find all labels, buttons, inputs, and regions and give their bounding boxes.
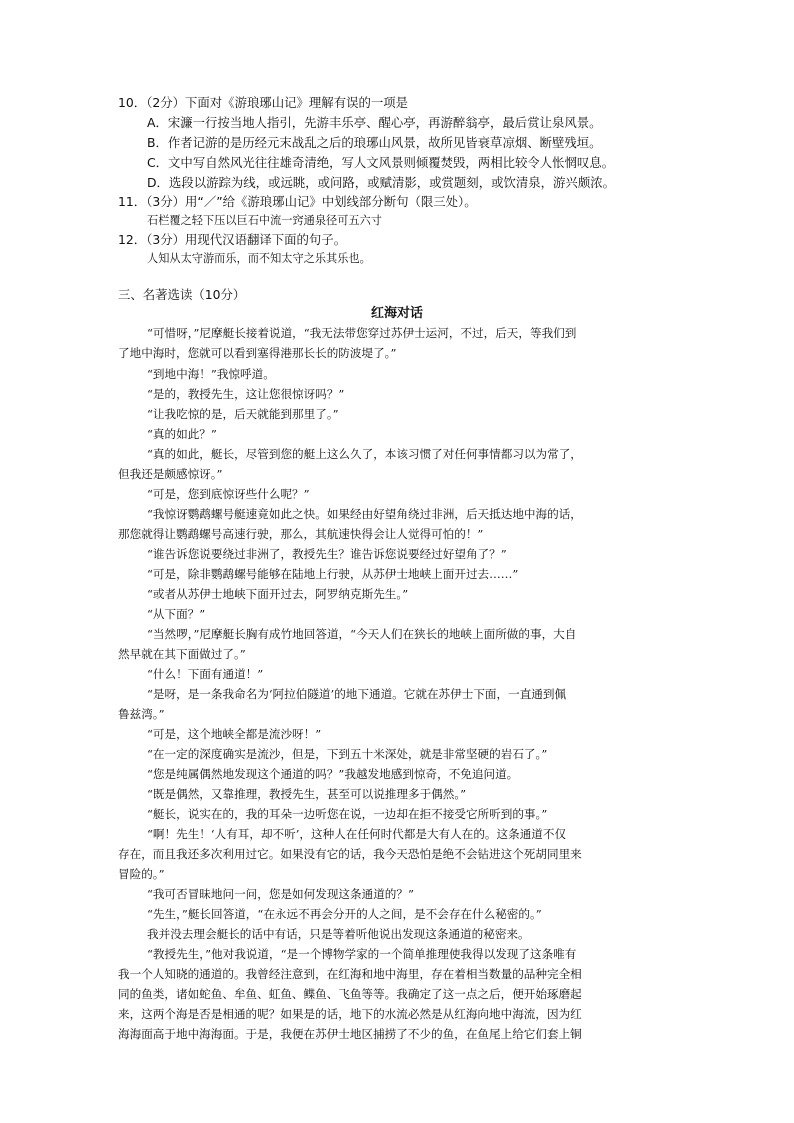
question-12-stem: 12．（3分）用现代汉语翻译下面的句子。 — [118, 232, 347, 247]
passage-line: “或者从苏伊士地峡下面开过去，阿罗纳克斯先生。” — [147, 587, 409, 601]
passage-line: 了地中海时，您就可以看到塞得港那长长的防波堤了。” — [118, 346, 397, 360]
question-10-stem: 10．（2分）下面对《游琅琊山记》理解有误的一项是 — [118, 95, 409, 110]
passage-line: “我惊讶鹦鹉螺号艇速竟如此之快。如果经由好望角绕过非洲，后天抵达地中海的话， — [147, 507, 582, 521]
passage-line: “可是，这个地峡全都是流沙呀！” — [147, 727, 322, 741]
passage-line: “您是纯属偶然地发现这个通道的吗？”我越发地感到惊奇，不免追问道。 — [147, 767, 519, 781]
question-11-stem: 11．（3分）用“／”给《游琅琊山记》中划线部分断句（限三处）。 — [118, 194, 477, 209]
passage-line: “是的，教授先生，这让您很惊讶吗？” — [147, 387, 345, 401]
passage-line: “到地中海！”我惊呼道。 — [147, 367, 275, 381]
passage-line: “先生，”艇长回答道，“在永远不再会分开的人之间，是不会存在什么秘密的。” — [147, 907, 542, 921]
question-12-text: 人知从太守游而乐，而不知太守之乐其乐也。 — [147, 252, 371, 265]
passage-line: 鲁兹湾。” — [118, 707, 165, 721]
passage-line: 那您就得让鹦鹉螺号高速行驶，那么，其航速快得会让人觉得可怕的！” — [118, 527, 484, 541]
section-heading: 三、名著选读（10分） — [118, 287, 246, 302]
passage-line: 海海面高于地中海海面。于是，我便在苏伊士地区捕捞了不少的鱼，在鱼尾上给它们套上铜 — [118, 1027, 582, 1041]
passage-line: 然早就在其下面做过了。” — [118, 647, 246, 661]
question-10-option-d: D．选段以游踪为线，或远眺，或问路，或赋清影，或赏题刻，或饮清泉，游兴颇浓。 — [147, 175, 615, 190]
passage-line: “啊！先生！‘人有耳，却不听’，这种人在任何时代都是大有人在的。这条通道不仅 — [147, 827, 567, 841]
passage-line: “是呀，是一条我命名为‘阿拉伯隧道’的地下通道。它就在苏伊士下面，一直通到佩 — [147, 687, 567, 701]
question-11-text: 石栏覆之轻下压以巨石中流一窍通泉径可五六寸 — [147, 214, 382, 227]
passage-line: “教授先生，”他对我说道，“是一个博物学家的一个简单推理使我得以发现了这条唯有 — [147, 947, 577, 961]
passage-line: 冒险的。” — [118, 867, 165, 881]
question-10-option-a: A．宋濂一行按当地人指引，先游丰乐亭、醒心亭，再游醉翁亭，最后赏让泉风景。 — [147, 115, 602, 130]
passage-line: “在一定的深度确实是流沙，但是，下到五十米深处，就是非常坚硬的岩石了。” — [147, 747, 548, 761]
passage-line: “从下面？” — [147, 607, 206, 621]
question-10-option-b: B．作者记游的是历经元末战乱之后的琅琊山风景，故所见皆衰草凉烟、断壁残垣。 — [147, 135, 602, 150]
passage-line: “可惜呀，”尼摩艇长接着说道，“我无法带您穿过苏伊士运河，不过，后天，等我们到 — [147, 326, 577, 340]
passage-line: “可是，除非鹦鹉螺号能够在陆地上行驶，从苏伊士地峡上面开过去……” — [147, 567, 519, 581]
passage-line: “艇长，说实在的，我的耳朵一边听您在说，一边却在拒不接受它所听到的事。” — [147, 807, 548, 821]
passage-line: 但我还是颇感惊讶。” — [118, 467, 223, 481]
passage-line: 我一个人知晓的通道的。我曾经注意到，在红海和地中海里，存在着相当数量的品种完全相 — [118, 967, 582, 981]
passage-line: “让我吃惊的是，后天就能到那里了。” — [147, 407, 339, 421]
passage-line: 同的鱼类，诸如蛇鱼、牟鱼、虹鱼、鲽鱼、飞鱼等等。我确定了这一点之后，便开始琢磨起 — [118, 987, 582, 1001]
passage-line: “当然啰，”尼摩艇长胸有成竹地回答道，“今天人们在狭长的地峡上面所做的事，大自 — [147, 627, 577, 641]
passage-line: “什么！下面有通道！” — [147, 667, 264, 681]
passage-line: “真的如此？” — [147, 427, 217, 441]
passage-line: “既是偶然，又靠推理，教授先生，甚至可以说推理多于偶然。” — [147, 787, 467, 801]
passage-line: “可是，您到底惊讶些什么呢？” — [147, 487, 310, 501]
passage-line: 来，这两个海是否是相通的呢？如果是的话，地下的水流必然是从红海向地中海流，因为红 — [118, 1007, 582, 1021]
passage-line: 存在，而且我还多次利用过它。如果没有它的话，我今天恐怕是绝不会钻进这个死胡同里来 — [118, 847, 582, 861]
passage-line: “我可否冒昧地问一问，您是如何发现这条通道的？” — [147, 887, 414, 901]
passage-line: 我并没去理会艇长的话中有话，只是等着听他说出发现这条通道的秘密来。 — [147, 927, 530, 941]
passage-line: “真的如此，艇长，尽管到您的艇上这么久了，本该习惯了对任何事情都习以为常了， — [147, 447, 582, 461]
passage-line: “谁告诉您说要绕过非洲了，教授先生？谁告诉您说要经过好望角了？” — [147, 547, 507, 561]
question-10-option-c: C．文中写自然风光往往雄奇清绝，写人文风景则倾覆焚毁，两相比较令人怅惘叹息。 — [147, 155, 615, 170]
passage-title: 红海对话 — [370, 306, 423, 321]
